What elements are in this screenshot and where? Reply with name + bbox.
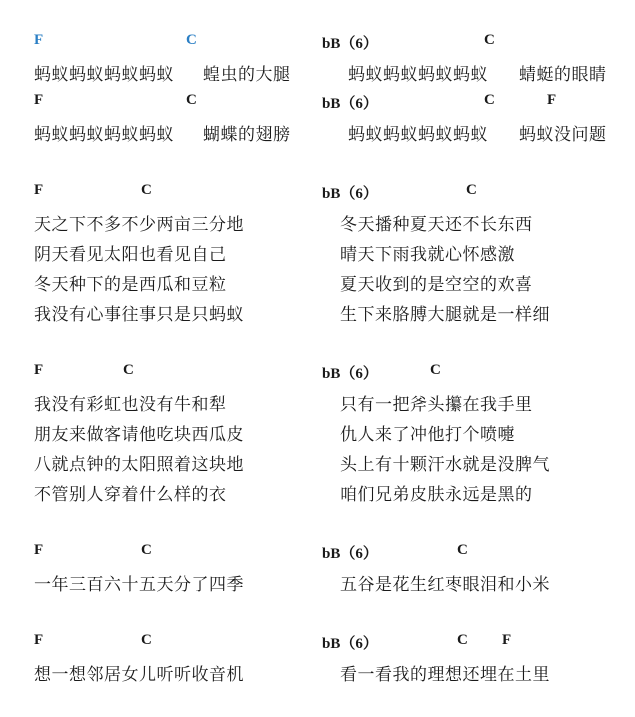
lyric-text: 蚂蚁蚂蚁蚂蚁蚂蚁 xyxy=(34,65,174,85)
lyric-line: 晴天下雨我就心怀感激 xyxy=(340,245,515,265)
chord: F xyxy=(34,632,44,648)
lyric-line: 想一想邻居女儿听听收音机 xyxy=(34,665,244,685)
lyric-text: 蚂蚁蚂蚁蚂蚁蚂蚁 xyxy=(348,125,488,145)
lyric-line: 冬天种下的是西瓜和豆粒 xyxy=(34,275,227,295)
lyric-text: 蝗虫的大腿 xyxy=(203,65,291,85)
chord: C xyxy=(430,362,441,378)
chord: F xyxy=(502,632,512,648)
lyric-line: 朋友来做客请他吃块西瓜皮 xyxy=(34,425,244,445)
lyric-line: 我没有彩虹也没有牛和犁 xyxy=(34,395,227,415)
chord: bB（6） xyxy=(322,186,378,202)
lyric-line: 五谷是花生红枣眼泪和小米 xyxy=(340,575,550,595)
chord: C xyxy=(457,632,468,648)
lyric-line: 天之下不多不少两亩三分地 xyxy=(34,215,244,235)
chord-row xyxy=(0,632,635,650)
chord-row xyxy=(0,542,635,560)
chord-row xyxy=(0,92,635,110)
lyric-line: 八就点钟的太阳照着这块地 xyxy=(34,455,244,475)
chord: F xyxy=(34,92,44,108)
chord: C xyxy=(466,182,477,198)
chord: C xyxy=(186,32,197,48)
lyric-row xyxy=(0,120,635,145)
lyric-text: 蜻蜓的眼睛 xyxy=(519,65,607,85)
chord: C xyxy=(141,182,152,198)
chord: F xyxy=(34,542,44,558)
chord: bB（6） xyxy=(322,36,378,52)
lyric-line: 生下来胳膊大腿就是一样细 xyxy=(340,305,550,325)
lyric-line: 我没有心事往事只是只蚂蚁 xyxy=(34,305,244,325)
chord: F xyxy=(34,362,44,378)
lyric-line: 夏天收到的是空空的欢喜 xyxy=(340,275,533,295)
chord: F xyxy=(547,92,557,108)
chord: C xyxy=(484,92,495,108)
lyric-line: 一年三百六十五天分了四季 xyxy=(34,575,244,595)
lyric-line: 冬天播种夏天还不长东西 xyxy=(340,215,533,235)
chord: F xyxy=(34,32,44,48)
chord: bB（6） xyxy=(322,366,378,382)
chord: bB（6） xyxy=(322,546,378,562)
lyric-line: 仇人来了冲他打个喷嚏 xyxy=(340,425,515,445)
chord: F xyxy=(34,182,44,198)
chord-row xyxy=(0,32,635,50)
lyric-text: 蚂蚁蚂蚁蚂蚁蚂蚁 xyxy=(34,125,174,145)
chord: C xyxy=(484,32,495,48)
chord: bB（6） xyxy=(322,96,378,112)
chord: C xyxy=(186,92,197,108)
lyric-text: 蚂蚁蚂蚁蚂蚁蚂蚁 xyxy=(348,65,488,85)
chord: C xyxy=(457,542,468,558)
lyric-line: 只有一把斧头攥在我手里 xyxy=(340,395,533,415)
lyric-text: 蚂蚁没问题 xyxy=(519,125,607,145)
lyric-row xyxy=(0,60,635,85)
chord-row xyxy=(0,182,635,200)
chord: C xyxy=(141,542,152,558)
chord: C xyxy=(123,362,134,378)
chord-row xyxy=(0,362,635,380)
lyric-line: 咱们兄弟皮肤永远是黑的 xyxy=(340,485,533,505)
lyric-line: 头上有十颗汗水就是没脾气 xyxy=(340,455,550,475)
lyric-line: 阴天看见太阳也看见自己 xyxy=(34,245,227,265)
chord: bB（6） xyxy=(322,636,378,652)
lyric-line: 不管别人穿着什么样的衣 xyxy=(34,485,227,505)
chord: C xyxy=(141,632,152,648)
lyric-text: 蝴蝶的翅膀 xyxy=(203,125,291,145)
lyric-line: 看一看我的理想还埋在土里 xyxy=(340,665,550,685)
